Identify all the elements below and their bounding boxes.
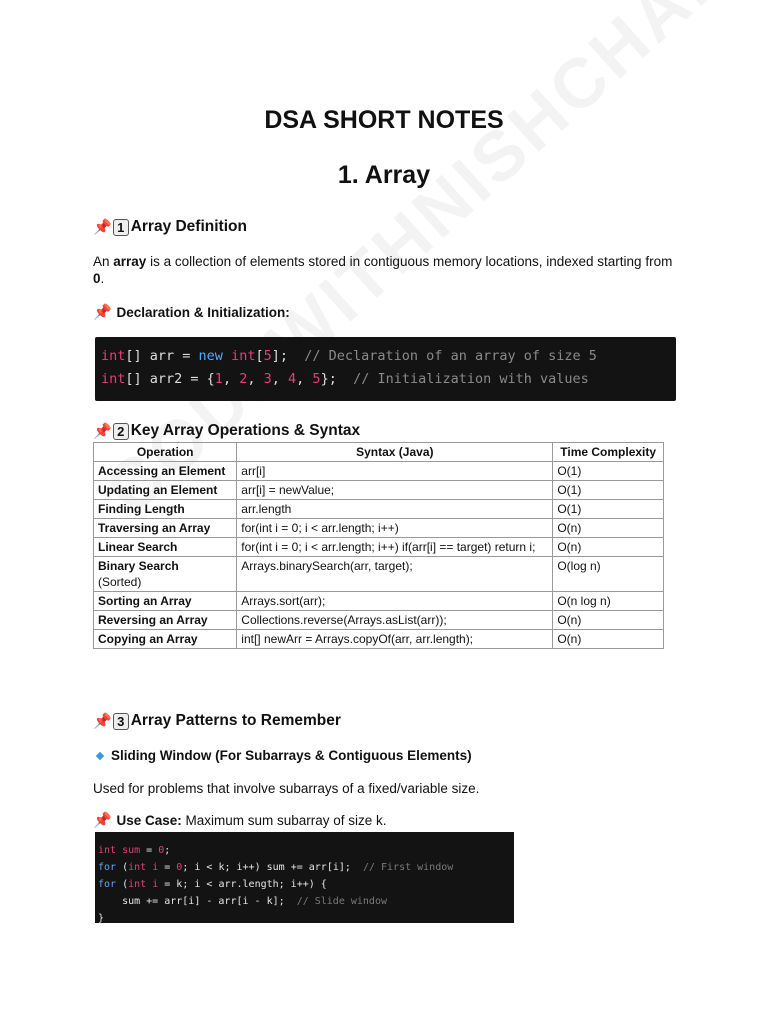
table-cell-operation: Finding Length: [94, 500, 237, 519]
table-cell-time: O(log n): [553, 557, 664, 592]
table-cell-operation: Accessing an Element: [94, 462, 237, 481]
table-cell-syntax: arr.length: [237, 500, 553, 519]
table-row: [94, 519, 664, 538]
table-cell-syntax: Arrays.sort(arr);: [237, 592, 553, 611]
pushpin-icon: 📌: [93, 423, 112, 440]
table-row: [94, 462, 664, 481]
declaration-code-block: [95, 337, 676, 401]
section3-heading: [93, 712, 341, 730]
code-line: for (int i = k; i < arr.length; i++) {: [98, 879, 327, 890]
section3-heading-text: Array Patterns to Remember: [130, 712, 341, 729]
table-row: [94, 500, 664, 519]
code-line: int[] arr2 = {1, 2, 3, 4, 5}; // Initialization with values: [101, 371, 589, 387]
table-cell-syntax: for(int i = 0; i < arr.length; i++) if(arr[i] == target) return i;: [237, 538, 553, 557]
table-cell-syntax: for(int i = 0; i < arr.length; i++): [237, 519, 553, 538]
table-cell-syntax: arr[i] = newValue;: [237, 481, 553, 500]
number-badge: 3: [113, 713, 129, 730]
number-badge: 1: [113, 219, 129, 236]
array-definition-paragraph: An array is a collection of elements stored in contiguous memory locations, indexed starting from 0.: [93, 254, 673, 286]
code-line: int sum = 0;: [98, 845, 171, 856]
code-line: }: [98, 913, 105, 924]
table-cell-time: O(1): [553, 500, 664, 519]
declaration-heading-text: Declaration & Initialization:: [116, 305, 290, 320]
page-title: DSA SHORT NOTES: [264, 106, 504, 134]
number-badge: 2: [113, 423, 129, 440]
table-cell-time: O(1): [553, 462, 664, 481]
small-blue-diamond-icon: [96, 752, 104, 760]
pushpin-icon: 📌: [93, 812, 112, 829]
pushpin-icon: 📌: [93, 219, 112, 236]
use-case-label: Use Case:: [116, 813, 182, 828]
section2-heading: [93, 422, 360, 440]
code-line: int[] arr = new int[5]; // Declaration of an array of size 5: [101, 348, 597, 364]
table-cell-syntax: int[] newArr = Arrays.copyOf(arr, arr.length);: [237, 630, 553, 649]
table-cell-operation: Traversing an Array: [94, 519, 237, 538]
table-cell-syntax: Arrays.binarySearch(arr, target);: [237, 557, 553, 592]
use-case-text: Maximum sum subarray of size k.: [181, 813, 387, 828]
table-header-time: Time Complexity: [553, 443, 664, 462]
operations-table: [93, 442, 664, 649]
table-cell-syntax: arr[i]: [237, 462, 553, 481]
table-row: [94, 630, 664, 649]
sliding-window-code-block: [95, 832, 514, 923]
table-cell-time: O(n log n): [553, 592, 664, 611]
sliding-window-heading-text: Sliding Window (For Subarrays & Contiguous Elements): [111, 748, 472, 763]
code-line: for (int i = 0; i < k; i++) sum += arr[i]; // First window: [98, 862, 454, 873]
table-header-row: [94, 443, 664, 462]
table-header-operation: Operation: [94, 443, 237, 462]
table-row: [94, 538, 664, 557]
use-case-line: [93, 812, 683, 829]
table-cell-time: O(n): [553, 519, 664, 538]
section2-heading-text: Key Array Operations & Syntax: [130, 422, 361, 439]
pushpin-icon: 📌: [93, 304, 112, 321]
table-cell-time: O(n): [553, 611, 664, 630]
table-cell-operation: Sorting an Array: [94, 592, 237, 611]
table-row: [94, 611, 664, 630]
table-cell-operation: Linear Search: [94, 538, 237, 557]
table-row: [94, 481, 664, 500]
table-row: [94, 592, 664, 611]
table-cell-time: O(1): [553, 481, 664, 500]
table-cell-operation: Binary Search (Sorted): [94, 557, 237, 592]
table-cell-syntax: Collections.reverse(Arrays.asList(arr));: [237, 611, 553, 630]
code-line: sum += arr[i] - arr[i - k]; // Slide window: [98, 896, 387, 907]
table-cell-operation: Updating an Element: [94, 481, 237, 500]
table-cell-operation: Reversing an Array: [94, 611, 237, 630]
pushpin-icon: 📌: [93, 713, 112, 730]
sliding-window-heading: [93, 748, 472, 763]
chapter-title: 1. Array: [337, 161, 431, 189]
section1-heading-text: Array Definition: [130, 218, 247, 235]
table-cell-operation: Copying an Array: [94, 630, 237, 649]
section1-heading: [93, 218, 247, 236]
table-cell-time: O(n): [553, 630, 664, 649]
table-row: [94, 557, 664, 592]
table-header-syntax: Syntax (Java): [237, 443, 553, 462]
sliding-window-description: Used for problems that involve subarrays of a fixed/variable size.: [93, 781, 480, 796]
declaration-heading: [93, 303, 290, 321]
table-cell-time: O(n): [553, 538, 664, 557]
